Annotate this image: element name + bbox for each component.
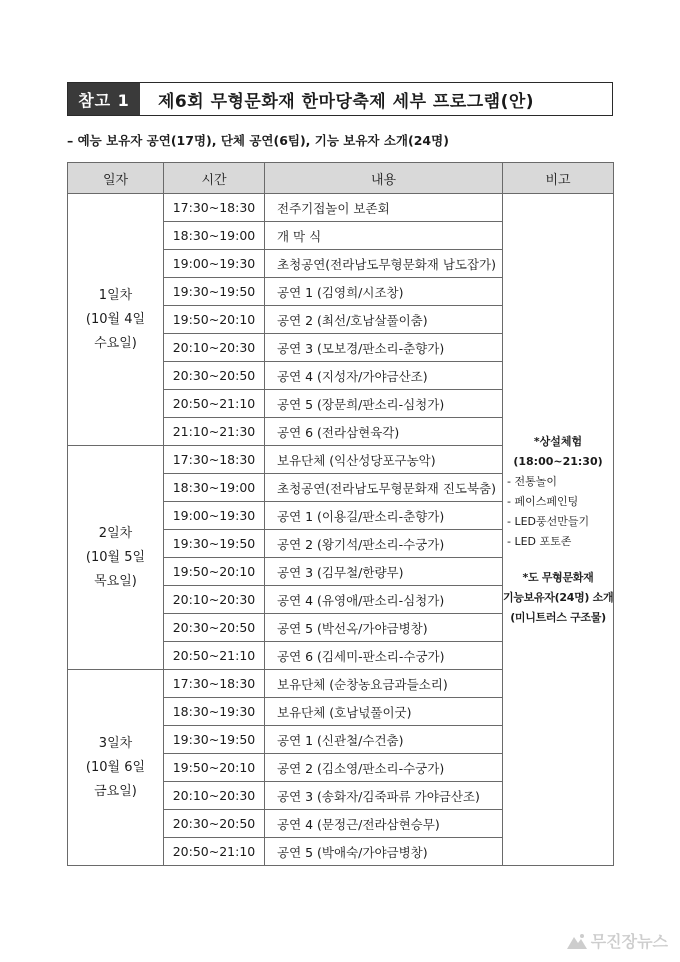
content-cell: 공연 5 (장문희/판소리-심청가) [265,390,503,418]
content-cell: 보유단체 (순창농요금과들소리) [265,670,503,698]
header-note: 비고 [503,163,614,194]
note-activity-item: - LED풍선만들기 [507,514,590,528]
time-cell: 17:30~18:30 [164,670,265,698]
day-label-line: 목요일) [94,573,137,589]
time-cell: 20:50~21:10 [164,390,265,418]
mountain-logo-icon [567,933,587,949]
day-cell [68,194,164,446]
time-cell: 19:30~19:50 [164,726,265,754]
content-cell: 공연 3 (송화자/김죽파류 가야금산조) [265,782,503,810]
content-cell: 공연 1 (김영희/시조창) [265,278,503,306]
time-cell: 19:30~19:50 [164,530,265,558]
time-cell: 18:30~19:00 [164,222,265,250]
time-cell: 20:30~20:50 [164,362,265,390]
table-header-row [68,163,614,194]
time-cell: 20:30~20:50 [164,810,265,838]
time-cell: 18:30~19:30 [164,698,265,726]
day-label-line: (10월 5일 [85,549,146,565]
content-cell: 초청공연(전라남도무형문화재 남도잡가) [265,250,503,278]
note-artisan-line: (미니트러스 구조물) [510,610,606,624]
day-label-line: 2일차 [98,525,133,541]
content-cell: 공연 5 (박애숙/가야금병창) [265,838,503,866]
content-cell: 공연 2 (김소영/판소리-수궁가) [265,754,503,782]
time-cell: 21:10~21:30 [164,418,265,446]
time-cell: 20:10~20:30 [164,782,265,810]
content-cell: 전주기접놀이 보존회 [265,194,503,222]
day-label-line: 3일차 [98,735,133,751]
note-heading: *상설체험 [533,434,583,448]
header-time: 시간 [164,163,265,194]
content-cell: 공연 2 (왕기석/판소리-수궁가) [265,530,503,558]
day-cell [68,670,164,866]
time-cell: 19:00~19:30 [164,502,265,530]
page-title: 제6회 무형문화재 한마당축제 세부 프로그램(안) [158,91,535,112]
header-content: 내용 [265,163,503,194]
day-label-line: (10월 4일 [85,311,146,327]
time-cell: 19:50~20:10 [164,306,265,334]
time-cell: 19:30~19:50 [164,278,265,306]
time-cell: 20:10~20:30 [164,334,265,362]
content-cell: 공연 1 (신관철/수건춤) [265,726,503,754]
content-cell: 공연 4 (지성자/가야금산조) [265,362,503,390]
day-label-line: 1일차 [98,287,133,303]
note-artisan-line: *도 무형문화재 [522,570,594,584]
content-cell: 공연 5 (박선옥/가야금병창) [265,614,503,642]
title-bar [67,82,613,116]
note-cell [503,194,614,866]
content-cell: 공연 6 (김세미-판소리-수궁가) [265,642,503,670]
program-summary: – 예능 보유자 공연(17명), 단체 공연(6팀), 기능 보유자 소개(24명) [67,133,449,148]
note-activity-item: - 페이스페인팅 [507,494,579,508]
content-cell: 공연 4 (유영애/판소리-심청가) [265,586,503,614]
time-cell: 17:30~18:30 [164,446,265,474]
content-cell: 개 막 식 [265,222,503,250]
time-cell: 20:50~21:10 [164,838,265,866]
table-row [68,194,614,222]
time-cell: 20:10~20:30 [164,586,265,614]
time-cell: 18:30~19:00 [164,474,265,502]
day-cell [68,446,164,670]
reference-badge: 참고 1 [68,83,140,115]
time-cell: 17:30~18:30 [164,194,265,222]
time-cell: 20:30~20:50 [164,614,265,642]
note-activity-list [503,472,613,552]
note-activity-item: - 전통놀이 [507,474,557,488]
content-cell: 초청공연(전라남도무형문화재 진도북춤) [265,474,503,502]
content-cell: 공연 3 (김무철/한량무) [265,558,503,586]
schedule-table [67,162,614,866]
content-cell: 공연 1 (이용길/판소리-춘향가) [265,502,503,530]
news-watermark [567,929,668,952]
content-cell: 공연 4 (문정근/전라삼현승무) [265,810,503,838]
day-label-line: 금요일) [94,783,137,799]
note-activity-item: - LED 포토존 [507,534,572,548]
content-cell: 공연 3 (모보경/판소리-춘향가) [265,334,503,362]
time-cell: 19:50~20:10 [164,754,265,782]
time-cell: 19:00~19:30 [164,250,265,278]
content-cell: 보유단체 (익산성당포구농악) [265,446,503,474]
day-label-line: 수요일) [94,335,137,351]
time-cell: 19:50~20:10 [164,558,265,586]
content-cell: 공연 6 (전라삼현육각) [265,418,503,446]
note-time: (18:00~21:30) [513,454,603,468]
day-label-line: (10월 6일 [85,759,146,775]
content-cell: 보유단체 (호남넋풀이굿) [265,698,503,726]
note-artisan-line: 기능보유자(24명) 소개 [503,590,614,604]
content-cell: 공연 2 (최선/호남살풀이춤) [265,306,503,334]
time-cell: 20:50~21:10 [164,642,265,670]
header-date: 일자 [68,163,164,194]
watermark-text: 무진장뉴스 [590,932,668,951]
